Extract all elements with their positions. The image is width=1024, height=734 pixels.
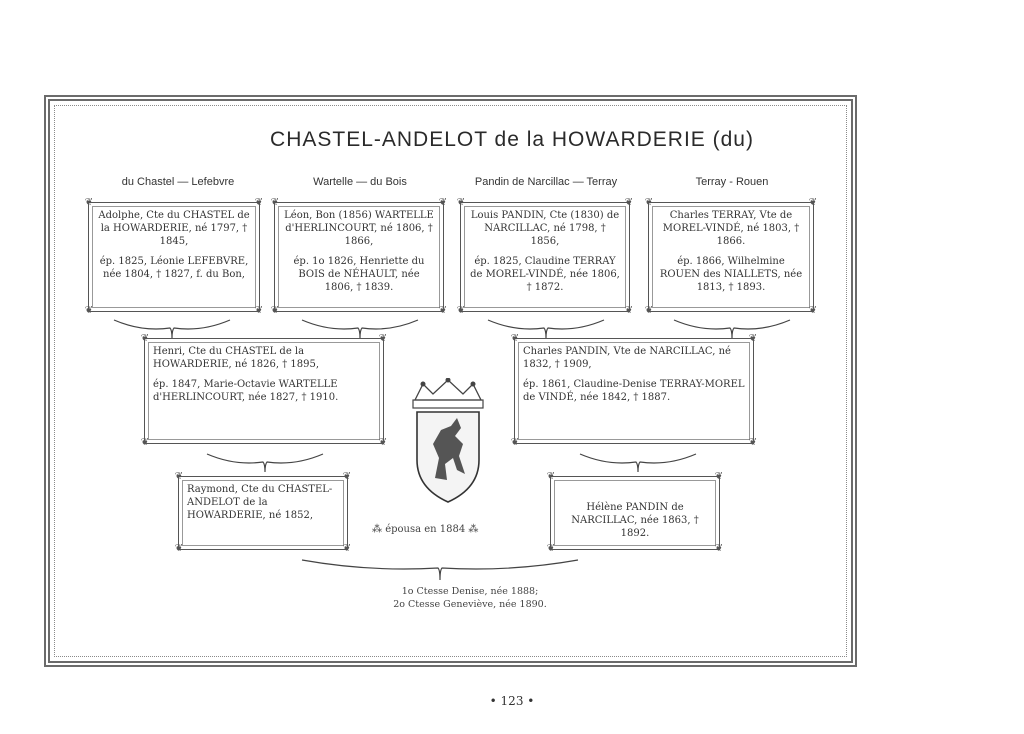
spouse-text: ép. 1825, Claudine TERRAY de MOREL-VINDÉ, née 1806, † 1872. — [470, 256, 620, 293]
person-text: Charles TERRAY, Vte de MOREL-VINDÉ, né 1803, † 1866. — [662, 210, 800, 247]
person-box-leon: ❦ ❦ ❦ ❦ Léon, Bon (1856) WARTELLE d'HERLINCOURT, né 1806, † 1866, ép. 1o 1826, Henriette du BOIS de NÉHAULT, née 1806, † 1839. — [270, 197, 448, 316]
person-text: Charles PANDIN, Vte de NARCILLAC, né 1832, † 1909, — [523, 346, 731, 370]
spouse-text: ép. 1847, Marie-Octavie WARTELLE d'HERLINCOURT, née 1827, † 1910. — [153, 379, 339, 403]
ornament-icon: • — [489, 694, 497, 708]
spouse-text: ép. 1866, Wilhelmine ROUEN des NIALLETS, née 1813, † 1893. — [659, 256, 803, 293]
person-text: Louis PANDIN, Cte (1830) de NARCILLAC, né 1798, † 1856, — [470, 210, 620, 247]
child-item: 2o Ctesse Geneviève, née 1890. — [393, 599, 547, 610]
person-text: Adolphe, Cte du CHASTEL de la HOWARDERIE, né 1797, † 1845, — [98, 210, 250, 247]
person-box-adolphe: ❦ ❦ ❦ ❦ Adolphe, Cte du CHASTEL de la HOWARDERIE, né 1797, † 1845, ép. 1825, Léonie LEFEBVRE, née 1804, † 1827, f. du Bon, — [84, 197, 264, 316]
person-box-charles-pandin: ❦ ❦ ❦ ❦ Charles PANDIN, Vte de NARCILLAC, né 1832, † 1909, ép. 1861, Claudine-Denise TERRAY-MOREL de VINDÉ, née 1842, † 1887. — [510, 333, 758, 448]
person-text: Henri, Cte du CHASTEL de la HOWARDERIE, né 1826, † 1895, — [153, 346, 320, 370]
brace-connector — [300, 558, 580, 582]
person-box-raymond: ❦ ❦ ❦ ❦ Raymond, Cte du CHASTEL-ANDELOT de la HOWARDERIE, né 1852, — [174, 471, 352, 554]
children-list — [340, 585, 600, 611]
brace-connector — [205, 452, 325, 474]
person-text: Léon, Bon (1856) WARTELLE d'HERLINCOURT, né 1806, † 1866, — [284, 210, 434, 247]
child-item: 1o Ctesse Denise, née 1888; — [401, 586, 539, 597]
column-header-3: Pandin de Narcillac — Terray — [474, 176, 618, 188]
person-text: Raymond, Cte du CHASTEL-ANDELOT de la HOWARDERIE, né 1852, — [187, 484, 333, 521]
brace-connector — [578, 452, 698, 474]
brace-connector — [486, 318, 606, 340]
page-number — [0, 694, 1024, 708]
person-text: Hélène PANDIN de NARCILLAC, née 1863, † 1892. — [571, 502, 699, 539]
coat-of-arms-icon — [405, 378, 491, 506]
column-header-4: Terray - Rouen — [695, 176, 769, 188]
page-title: CHASTEL-ANDELOT de la HOWARDERIE (du) — [270, 128, 754, 151]
person-box-henri: ❦ ❦ ❦ ❦ Henri, Cte du CHASTEL de la HOWARDERIE, né 1826, † 1895, ép. 1847, Marie-Octavie WARTELLE d'HERLINCOURT, née 1827, † 1910. — [140, 333, 388, 448]
person-box-louis: ❦ ❦ ❦ ❦ Louis PANDIN, Cte (1830) de NARCILLAC, né 1798, † 1856, ép. 1825, Claudine TERRAY de MOREL-VINDÉ, née 1806, † 1872. — [456, 197, 634, 316]
spouse-text: ép. 1o 1826, Henriette du BOIS de NÉHAULT, née 1806, † 1839. — [293, 256, 425, 293]
marriage-note: ⁂ épousa en 1884 ⁂ — [372, 524, 479, 535]
spouse-text: ép. 1825, Léonie LEFEBVRE, née 1804, † 1827, f. du Bon, — [99, 256, 249, 280]
ornament-icon: • — [527, 694, 535, 708]
brace-connector — [112, 318, 232, 340]
person-box-helene: ❦ ❦ ❦ ❦ Hélène PANDIN de NARCILLAC, née 1863, † 1892. — [546, 471, 724, 554]
ornament-icon: ⁂ — [372, 524, 386, 535]
person-box-charles-terray: ❦ ❦ ❦ ❦ Charles TERRAY, Vte de MOREL-VINDÉ, né 1803, † 1866. ép. 1866, Wilhelmine ROUEN des NIALLETS, née 1813, † 1893. — [644, 197, 818, 316]
brace-connector — [672, 318, 792, 340]
brace-connector — [300, 318, 420, 340]
page-number-value: 123 — [500, 694, 524, 708]
column-header-2: Wartelle — du Bois — [313, 176, 407, 188]
spouse-text: ép. 1861, Claudine-Denise TERRAY-MOREL de VINDÉ, née 1842, † 1887. — [523, 379, 745, 403]
column-header-1: du Chastel — Lefebvre — [121, 176, 235, 188]
ornament-icon: ⁂ — [468, 524, 479, 535]
